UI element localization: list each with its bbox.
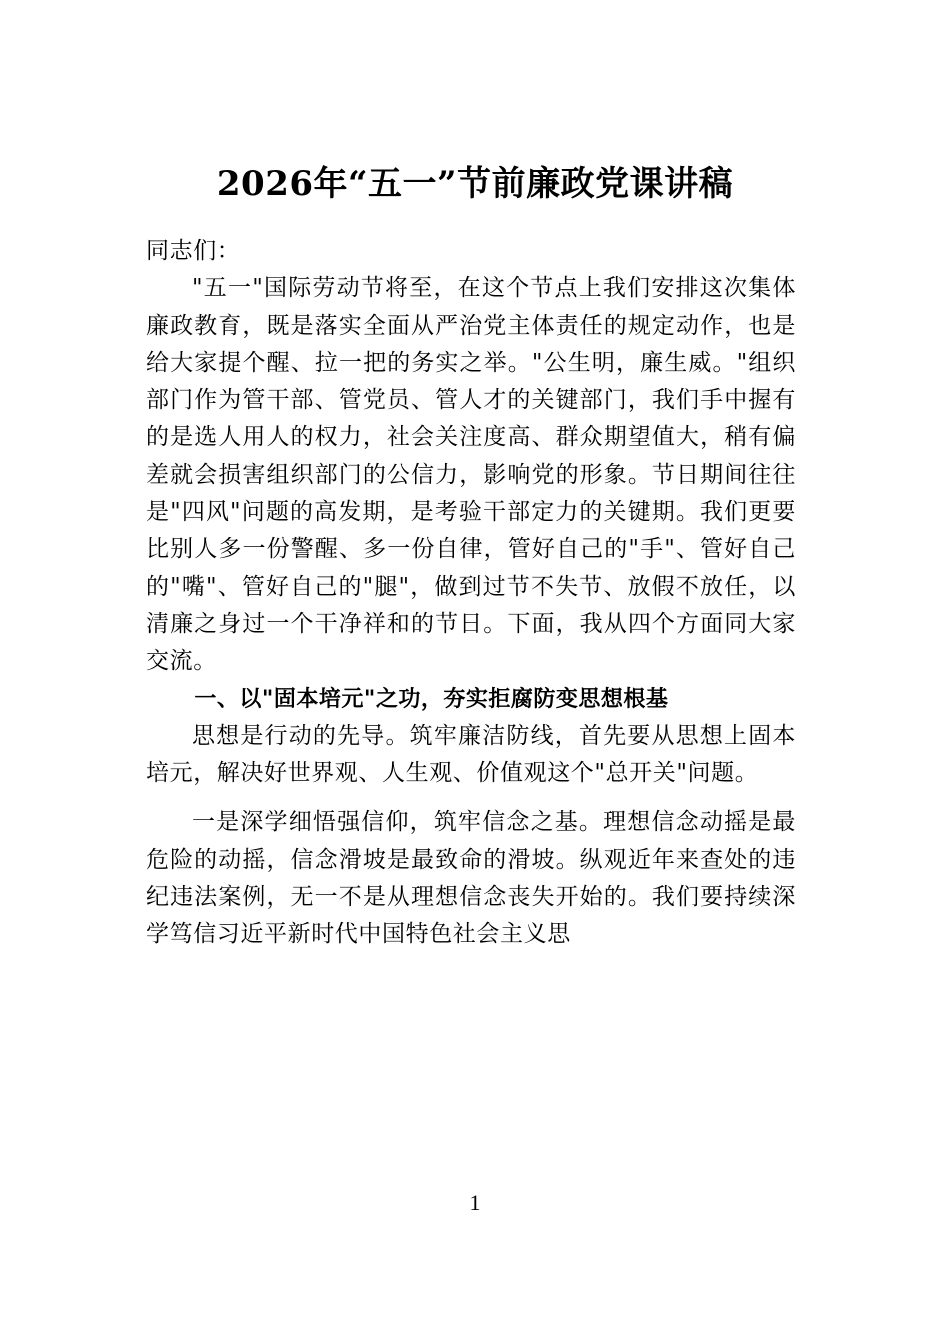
document-body — [146, 233, 796, 954]
salutation: 同志们： — [146, 238, 241, 264]
paragraph-spacer — [146, 792, 796, 804]
intro-paragraph: "五一"国际劳动节将至，在这个节点上我们安排这次集体廉政教育，既是落实全面从严治党主体责任的规定动作，也是给大家提个醒、拉一把的务实之举。"公生明，廉生威。"组织部门作为管干部、管党员、管人才的关键部门，我们手中握有的是选人用人的权力，社会关注度高、群众期望值大，稍有偏差就会损害组织部门的公信力，影响党的形象。节日期间往往是"四风"问题的高发期，是考验干部定力的关键期。我们更要比别人多一份警醒、多一份自律，管好自己的"手"、管好自己的"嘴"、管好自己的"腿"，做到过节不失节、放假不放任，以清廉之身过一个干净祥和的节日。下面，我从四个方面同大家交流。 — [146, 275, 796, 675]
section1-paragraph-1: 思想是行动的先导。筑牢廉洁防线，首先要从思想上固本培元，解决好世界观、人生观、价值观这个"总开关"问题。 — [146, 722, 796, 787]
section1-paragraph-2: 一是深学细悟强信仰，筑牢信念之基。理想信念动摇是最危险的动摇，信念滑坡是最致命的滑坡。纵观近年来查处的违纪违法案例，无一不是从理想信念丧失开始的。我们要持续深学笃信习近平新时代中国特色社会主义思 — [146, 809, 796, 948]
page-number: 1 — [469, 1190, 481, 1215]
document-title: 2026年“五一”节前廉政党课讲稿 — [216, 164, 734, 204]
section-heading-1: 一、以"固本培元"之功，夯实拒腐防变思想根基 — [194, 686, 669, 712]
